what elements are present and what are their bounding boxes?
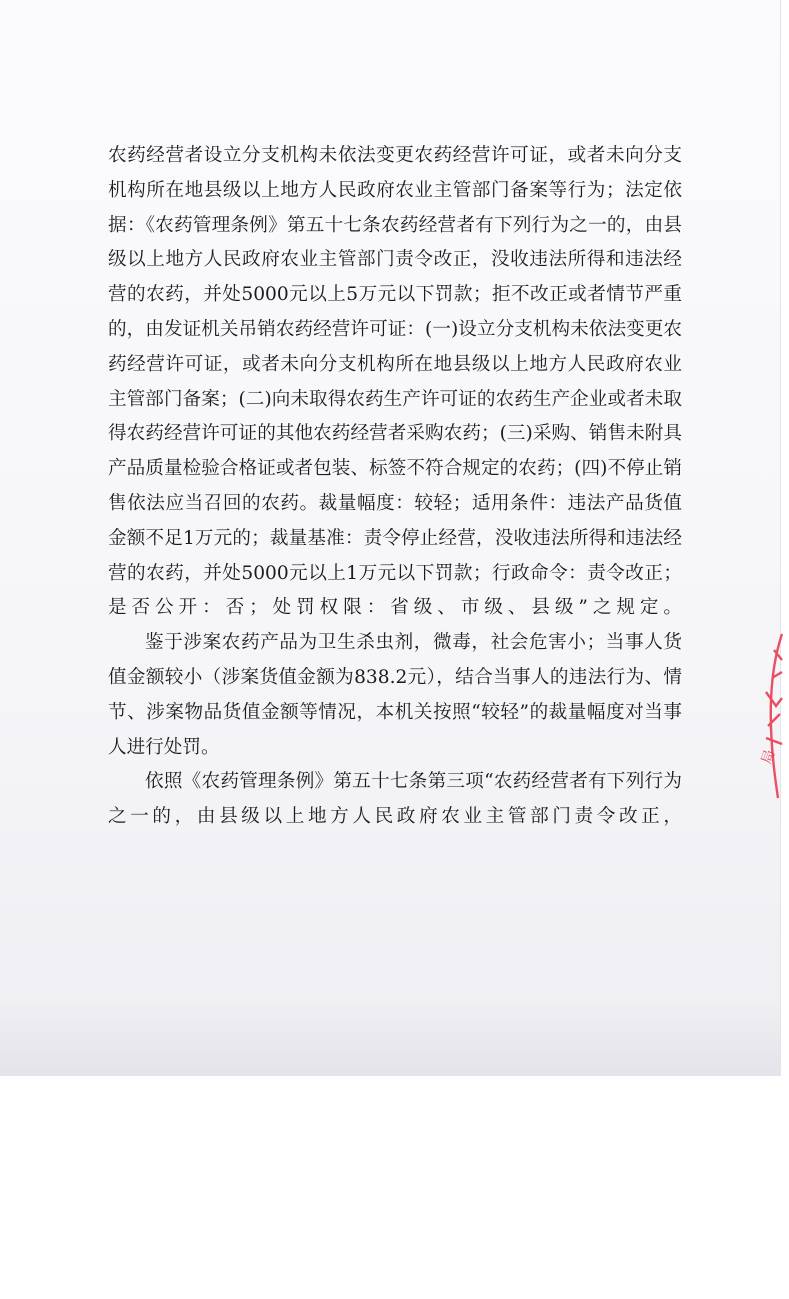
scan-shadow	[0, 1000, 780, 1076]
paragraph-1: 农药经营者设立分支机构未依法变更农药经营许可证，或者未向分支机构所在地县级以上地方人民政府农业主管部门备案等行为；法定依据：《农药管理条例》第五十七条农药经营者有下列行为之一的，由县级以上地方人民政府农业主管部门责令改正，没收违法所得和违法经营的农药，并处5000元以上5万元以下罚款；拒不改正或者情节严重的，由发证机关吊销农药经营许可证：(一)设立分支机构未依法变更农药经营许可证，或者未向分支机构所在地县级以上地方人民政府农业主管部门备案；(二)向未取得农药生产许可证的农药生产企业或者未取得农药经营许可证的其他农药经营者采购农药；(三)采购、销售未附具产品质量检验合格证或者包装、标签不符合规定的农药；(四)不停止销售依法应当召回的农药。裁量幅度：较轻；适用条件：违法产品货值金额不足1万元的；裁量基准：责令停止经营，没收违法所得和违法经营的农药，并处5000元以上1万元以下罚款；行政命令：责令改正；是否公开：否；处罚权限：省级、市级、县级”之规定。	[108, 145, 682, 619]
seal-text-fragment: 局	[758, 747, 779, 767]
official-seal-fragment	[752, 630, 786, 800]
paragraph-2: 鉴于涉案农药产品为卫生杀虫剂，微毒，社会危害小；当事人货值金额较小（涉案货值金额为838.2元），结合当事人的违法行为、情节、涉案物品货值金额等情况，本机关按照“较轻”的裁量幅度对当事人进行处罚。	[108, 632, 682, 758]
document-body	[108, 139, 682, 835]
paragraph-3: 依照《农药管理条例》第五十七条第三项“农药经营者有下列行为之一的，由县级以上地方人民政府农业主管部门责令改正，	[108, 771, 682, 828]
